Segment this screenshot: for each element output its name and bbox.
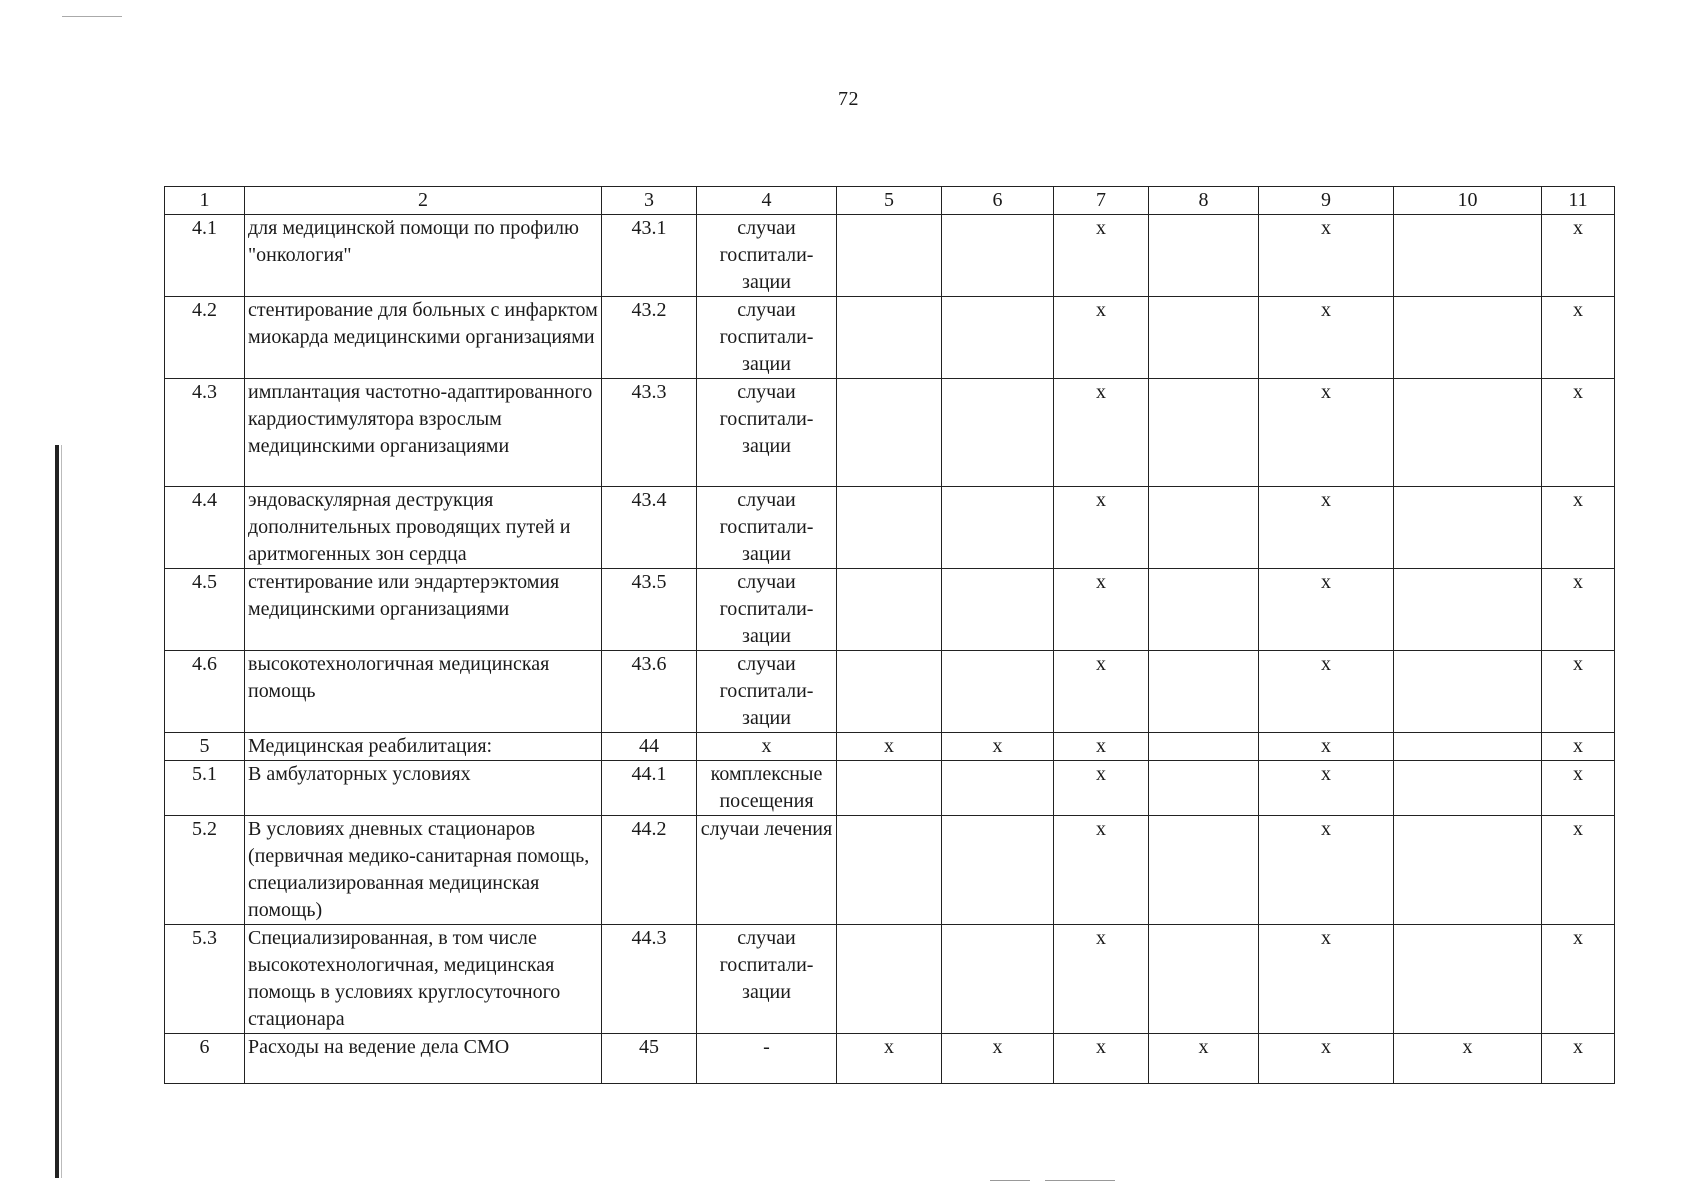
row-number: 5.2	[165, 816, 245, 925]
cell-col5	[837, 379, 942, 487]
row-number: 4.1	[165, 215, 245, 297]
cell-col11: х	[1542, 651, 1615, 733]
row-unit: комплексные посещения	[697, 761, 837, 816]
cell-col8	[1149, 733, 1259, 761]
row-number: 4.2	[165, 297, 245, 379]
cell-col6	[942, 651, 1054, 733]
cell-col6: х	[942, 733, 1054, 761]
row-unit: случаи госпитали-зации	[697, 925, 837, 1034]
cell-col11: х	[1542, 925, 1615, 1034]
cell-col6	[942, 925, 1054, 1034]
cell-col8	[1149, 569, 1259, 651]
table-row	[165, 925, 1615, 1034]
cell-col10	[1394, 215, 1542, 297]
row-code: 44	[602, 733, 697, 761]
cell-col7: х	[1054, 651, 1149, 733]
scan-edge-bar	[55, 445, 59, 1178]
cell-col9: х	[1259, 651, 1394, 733]
cell-col10: х	[1394, 1034, 1542, 1084]
cell-col8	[1149, 297, 1259, 379]
cell-col5: х	[837, 1034, 942, 1084]
cell-col5	[837, 651, 942, 733]
cell-col11: х	[1542, 215, 1615, 297]
cell-col6	[942, 379, 1054, 487]
cell-col5: х	[837, 733, 942, 761]
row-code: 44.3	[602, 925, 697, 1034]
row-code: 45	[602, 1034, 697, 1084]
row-name: Медицинская реабилитация:	[245, 733, 602, 761]
cell-col6	[942, 215, 1054, 297]
row-code: 43.1	[602, 215, 697, 297]
column-header: 10	[1394, 187, 1542, 215]
cell-col7: х	[1054, 761, 1149, 816]
cell-col7: х	[1054, 379, 1149, 487]
row-name: эндоваскулярная деструкция дополнительных проводящих путей и аритмогенных зон сердца	[245, 487, 602, 569]
cell-col8	[1149, 816, 1259, 925]
column-header: 4	[697, 187, 837, 215]
row-code: 43.4	[602, 487, 697, 569]
row-unit: случаи госпитали-зации	[697, 487, 837, 569]
row-unit: случаи госпитали-зации	[697, 651, 837, 733]
column-header: 9	[1259, 187, 1394, 215]
cell-col9: х	[1259, 816, 1394, 925]
row-unit: -	[697, 1034, 837, 1084]
cell-col5	[837, 215, 942, 297]
data-table	[164, 186, 1615, 1084]
cell-col8	[1149, 215, 1259, 297]
column-header: 11	[1542, 187, 1615, 215]
row-name: Расходы на ведение дела СМО	[245, 1034, 602, 1084]
table-row	[165, 215, 1615, 297]
cell-col5	[837, 761, 942, 816]
row-name: стентирование или эндартерэктомия медицинскими организациями	[245, 569, 602, 651]
row-code: 43.2	[602, 297, 697, 379]
row-unit: случаи лечения	[697, 816, 837, 925]
row-number: 4.4	[165, 487, 245, 569]
row-unit: случаи госпитали-зации	[697, 569, 837, 651]
cell-col10	[1394, 651, 1542, 733]
row-code: 43.6	[602, 651, 697, 733]
cell-col9: х	[1259, 379, 1394, 487]
cell-col5	[837, 816, 942, 925]
cell-col11: х	[1542, 816, 1615, 925]
row-code: 44.2	[602, 816, 697, 925]
cell-col7: х	[1054, 569, 1149, 651]
row-number: 6	[165, 1034, 245, 1084]
header-row	[165, 187, 1615, 215]
cell-col8	[1149, 761, 1259, 816]
table-row	[165, 297, 1615, 379]
row-number: 5.3	[165, 925, 245, 1034]
cell-col8	[1149, 487, 1259, 569]
cell-col6	[942, 816, 1054, 925]
cell-col6	[942, 297, 1054, 379]
column-header: 6	[942, 187, 1054, 215]
row-number: 4.6	[165, 651, 245, 733]
cell-col5	[837, 569, 942, 651]
cell-col10	[1394, 733, 1542, 761]
cell-col8: х	[1149, 1034, 1259, 1084]
cell-col11: х	[1542, 1034, 1615, 1084]
cell-col11: х	[1542, 761, 1615, 816]
cell-col6: х	[942, 1034, 1054, 1084]
row-code: 43.5	[602, 569, 697, 651]
cell-col7: х	[1054, 925, 1149, 1034]
cell-col10	[1394, 925, 1542, 1034]
cell-col8	[1149, 379, 1259, 487]
row-number: 5	[165, 733, 245, 761]
column-header: 8	[1149, 187, 1259, 215]
cell-col10	[1394, 487, 1542, 569]
cell-col10	[1394, 569, 1542, 651]
cell-col6	[942, 487, 1054, 569]
cell-col9: х	[1259, 215, 1394, 297]
cell-col6	[942, 569, 1054, 651]
row-name: имплантация частотно-адаптированного кардиостимулятора взрослым медицинскими организациями	[245, 379, 602, 487]
cell-col9: х	[1259, 297, 1394, 379]
row-code: 44.1	[602, 761, 697, 816]
scan-artifact	[1045, 1180, 1115, 1181]
cell-col10	[1394, 761, 1542, 816]
cell-col5	[837, 487, 942, 569]
cell-col7: х	[1054, 816, 1149, 925]
table-row	[165, 487, 1615, 569]
column-header: 2	[245, 187, 602, 215]
cell-col5	[837, 925, 942, 1034]
column-header: 7	[1054, 187, 1149, 215]
table-row	[165, 569, 1615, 651]
cell-col7: х	[1054, 487, 1149, 569]
row-number: 5.1	[165, 761, 245, 816]
cell-col7: х	[1054, 733, 1149, 761]
cell-col9: х	[1259, 487, 1394, 569]
cell-col8	[1149, 651, 1259, 733]
cell-col7: х	[1054, 215, 1149, 297]
row-name: высокотехнологичная медицинская помощь	[245, 651, 602, 733]
cell-col9: х	[1259, 569, 1394, 651]
cell-col11: х	[1542, 733, 1615, 761]
table-row	[165, 761, 1615, 816]
table-row	[165, 651, 1615, 733]
page-number: 72	[838, 88, 859, 110]
cell-col11: х	[1542, 379, 1615, 487]
cell-col10	[1394, 379, 1542, 487]
row-number: 4.5	[165, 569, 245, 651]
cell-col7: х	[1054, 1034, 1149, 1084]
row-number: 4.3	[165, 379, 245, 487]
cell-col11: х	[1542, 569, 1615, 651]
cell-col9: х	[1259, 733, 1394, 761]
scan-mark	[62, 16, 122, 17]
column-header: 5	[837, 187, 942, 215]
row-name: Специализированная, в том числе высокотехнологичная, медицинская помощь в условиях круглосуточного стационара	[245, 925, 602, 1034]
cell-col9: х	[1259, 925, 1394, 1034]
cell-col7: х	[1054, 297, 1149, 379]
cell-col5	[837, 297, 942, 379]
cell-col10	[1394, 297, 1542, 379]
cell-col9: х	[1259, 761, 1394, 816]
row-name: В условиях дневных стационаров (первичная медико-санитарная помощь, специализированная медицинская помощь)	[245, 816, 602, 925]
table-row	[165, 816, 1615, 925]
row-unit: х	[697, 733, 837, 761]
row-name: для медицинской помощи по профилю "онкология"	[245, 215, 602, 297]
cell-col9: х	[1259, 1034, 1394, 1084]
row-unit: случаи госпитали-зации	[697, 215, 837, 297]
row-unit: случаи госпитали-зации	[697, 379, 837, 487]
scan-artifact	[990, 1180, 1030, 1181]
cell-col11: х	[1542, 487, 1615, 569]
cell-col6	[942, 761, 1054, 816]
cell-col8	[1149, 925, 1259, 1034]
column-header: 1	[165, 187, 245, 215]
cell-col10	[1394, 816, 1542, 925]
table-row	[165, 379, 1615, 487]
row-code: 43.3	[602, 379, 697, 487]
row-unit: случаи госпитали-зации	[697, 297, 837, 379]
table-row	[165, 733, 1615, 761]
column-header: 3	[602, 187, 697, 215]
scan-edge-line	[61, 445, 62, 1178]
row-name: В амбулаторных условиях	[245, 761, 602, 816]
table-row	[165, 1034, 1615, 1084]
row-name: стентирование для больных с инфарктом миокарда медицинскими организациями	[245, 297, 602, 379]
cell-col11: х	[1542, 297, 1615, 379]
